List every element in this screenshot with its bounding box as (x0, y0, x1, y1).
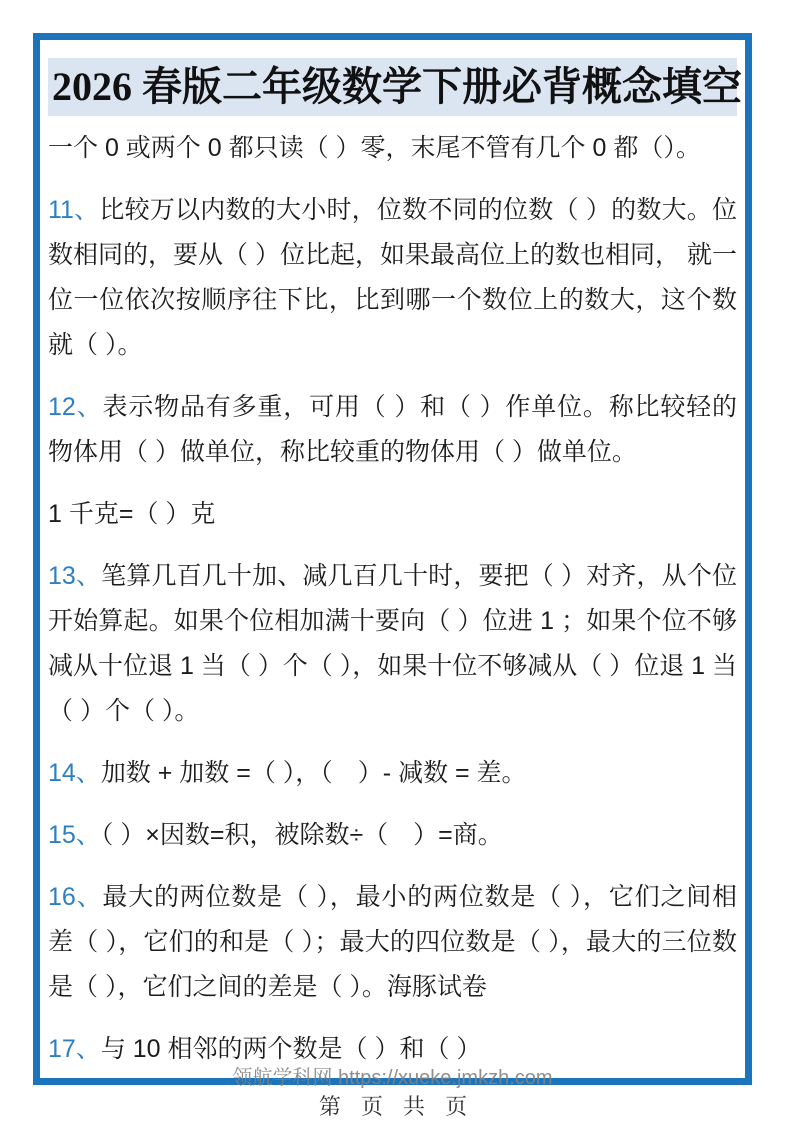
watermark: 领航学科网 https://xueke.jmkzh.com (232, 1067, 553, 1089)
item-number: 11、 (48, 196, 100, 224)
item-15 (48, 813, 737, 858)
item-number: 15、 (48, 821, 101, 849)
item-text: 最大的两位数是（ ），最小的两位数是（ ），它们之间相差（ ），它们的和是（ ）；最大的四位数是（ ），最大的三位数是（ ），它们之间的差是（ ）。海豚试卷 (48, 883, 737, 1001)
item-12 (48, 385, 737, 475)
worksheet-content (40, 40, 745, 1072)
item-text: 表示物品有多重，可用（ ）和（ ）作单位。称比较轻的物体用（ ）做单位，称比较重的物体用（ ）做单位。 (48, 393, 737, 466)
page-title: 2026 春版二年级数学下册必背概念填空 (48, 58, 737, 116)
item-12-kg-line (48, 492, 737, 537)
worksheet-frame (33, 33, 752, 1089)
item-13 (48, 554, 737, 734)
item-text: （ ）×因数=积，被除数÷（ ）=商。 (100, 821, 503, 849)
item-text: 与 10 相邻的两个数是（ ）和（ ） (100, 1035, 482, 1063)
item-text: 笔算几百几十加、减几百几十时，要把（ ）对齐，从个位开始算起。如果个位相加满十要向（ ）位进 1 ；如果个位不够减从十位退 1 当（ ）个（ ），如果十位不够减从（ ）位退 1 当（ ）个（ ）。 (48, 562, 737, 725)
item-11 (48, 188, 737, 368)
item-number: 13、 (48, 562, 102, 590)
item-number: 17、 (48, 1035, 101, 1063)
intro-line (48, 126, 737, 171)
item-16 (48, 875, 737, 1010)
item-number: 14、 (48, 759, 101, 787)
item-number: 16、 (48, 883, 103, 911)
item-text: 1 千克=（ ）克 (48, 500, 216, 528)
item-text: 加数 + 加数 =（ ），（ ）- 减数 = 差。 (100, 759, 527, 787)
page-footer: 第 页 共 页 (318, 1094, 475, 1119)
item-14 (48, 751, 737, 796)
item-text: 一个 0 或两个 0 都只读（ ）零，末尾不管有几个 0 都（）。 (48, 134, 701, 162)
item-number: 12、 (48, 393, 103, 421)
item-text: 比较万以内数的大小时，位数不同的位数（ ）的数大。位数相同的，要从（ ）位比起，如果最高位上的数也相同， 就一位一位依次按顺序往下比，比到哪一个数位上的数大，这个数就（ ）。 (48, 196, 737, 359)
